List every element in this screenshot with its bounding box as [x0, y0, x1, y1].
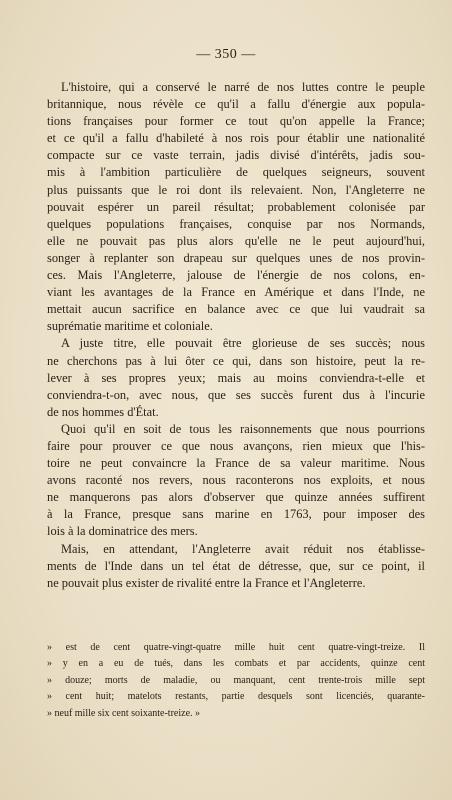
- text-line: songer à replanter son drapeau sur quelques unes de nos provin-: [47, 250, 425, 265]
- text-line: viant les avantages de la France en Amérique et dans l'Inde, ne: [47, 285, 425, 300]
- paragraph: [47, 541, 425, 592]
- text-line: elle ne pouvait pas plus alors qu'elle ne le peut aujourd'hui,: [47, 233, 425, 248]
- text-line: lois à la dominatrice des mers.: [47, 524, 198, 539]
- footnote-line: » neuf mille six cent soixante-treize. »: [47, 707, 201, 719]
- text-line: lever à ses propres yeux; mais au moins conviendra-t-elle et: [47, 370, 425, 385]
- text-line: mis à l'ambition particulière de quelques seigneurs, souvent: [47, 165, 425, 180]
- footnote-line: » douze; morts de maladie, ou manquant, cent trente-trois mille sept: [47, 674, 425, 686]
- text-line: avons raconté nos revers, nous raconterons nos exploits, et nous: [47, 473, 425, 488]
- text-line: faire pour prouver ce que nous avançons, rien mieux que l'his-: [47, 438, 425, 453]
- text-line: quelques populations françaises, conquise par nos Normands,: [47, 216, 425, 231]
- text-line: A juste titre, elle pouvait être glorieuse de ses succès; nous: [61, 336, 425, 351]
- text-line: pouvait espérer un pareil résultat; probablement colonisée par: [47, 199, 425, 214]
- footnote-line: » cent huit; matelots restants, partie desquels sont licenciés, quarante-: [47, 691, 425, 703]
- text-line: ne manquerons pas alors d'observer que quinze années suffirent: [47, 490, 425, 505]
- text-line: ne cherchons pas à lui ôter ce qui, dans son histoire, peut la re-: [47, 353, 425, 368]
- text-line: tions françaises pour former ce tout qu'on appelle la France;: [47, 114, 425, 129]
- body-text: [47, 79, 425, 592]
- text-line: britannique, nous révèle ce qu'il a fallu d'énergie aux popula-: [47, 97, 425, 112]
- text-line: L'histoire, qui a conservé le narré de nos luttes contre le peuple: [61, 80, 425, 94]
- text-line: conviendra-t-on, avec nous, que ses succès furent dus à l'incurie: [47, 387, 425, 402]
- paragraph: [47, 421, 425, 541]
- footnote: [47, 640, 425, 722]
- footnote-line: » est de cent quatre-vingt-quatre mille huit cent quatre-vingt-treize. Il: [47, 642, 425, 653]
- text-line: compacte sur ce vaste terrain, jadis divisé d'intérêts, jadis sou-: [47, 148, 425, 163]
- text-line: ne pouvait plus exister de rivalité entre la France et l'Angleterre.: [47, 575, 366, 590]
- text-line: et ce qu'il a fallu d'habileté à nos rois pour établir une nationalité: [47, 131, 425, 146]
- text-line: à la France, presque sans marine en 1763, pour imposer des: [47, 507, 425, 522]
- text-line: de nos hommes d'État.: [47, 404, 159, 419]
- text-line: Quoi qu'il en soit de tous les raisonnements que nous pourrions: [61, 421, 425, 436]
- paragraph: [47, 79, 425, 335]
- footnote-line: » y en a eu de tués, dans les combats et par accidents, quinze cent: [47, 658, 425, 670]
- text-line: ces. Mais l'Angleterre, jalouse de l'énergie de nos colons, en-: [47, 268, 425, 283]
- text-line: toire ne peut convaincre la France de sa valeur maritime. Nous: [47, 456, 425, 471]
- text-line: ments de l'Inde dans un tel état de détresse, que, sur ce point, il: [47, 558, 425, 573]
- page-number: — 350 —: [196, 47, 256, 62]
- paragraph: [47, 335, 425, 420]
- text-line: Mais, en attendant, l'Angleterre avait réduit nos établisse-: [61, 541, 425, 556]
- text-line: mettait aucun sacrifice en balance avec ce que lui vaudrait sa: [47, 302, 425, 317]
- text-line: suprématie maritime et coloniale.: [47, 319, 213, 334]
- text-line: plus puissants que le roi dont ils relevaient. Non, l'Angleterre ne: [47, 182, 425, 197]
